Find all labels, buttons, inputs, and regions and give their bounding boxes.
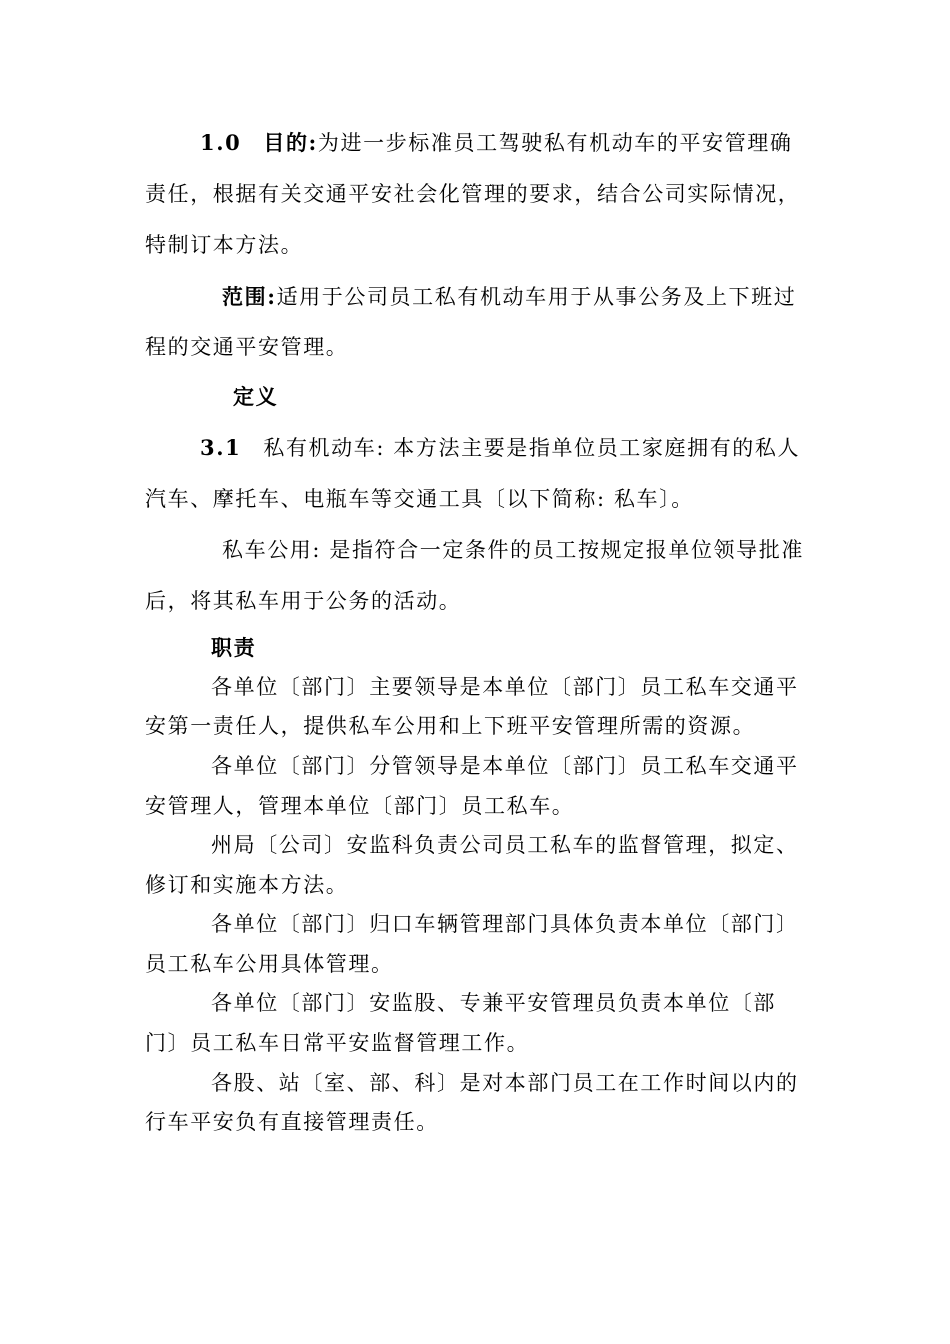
duty-4-line-2: 员工私车公用具体管理。	[145, 952, 394, 976]
definition-text: 私有机动车: 本方法主要是指单位员工家庭拥有的私人	[263, 436, 801, 460]
duty-5-line-1: 各单位〔部门〕安监股、专兼平安管理员负责本单位〔部	[211, 991, 776, 1015]
duty-1-line-1: 各单位〔部门〕主要领导是本单位〔部门〕员工私车交通平	[211, 675, 799, 699]
scope-label: 范围:	[222, 284, 277, 309]
purpose-label: 目的:	[263, 130, 318, 155]
definition-3-1-line-2: 汽车、摩托车、电瓶车等交通工具〔以下简称: 私车〕。	[145, 487, 694, 511]
scope-line-2: 程的交通平安管理。	[145, 335, 349, 359]
duty-3-line-1: 州局〔公司〕安监科负责公司员工私车的监督管理，拟定、	[211, 833, 799, 857]
section-number: 1.0	[200, 130, 242, 155]
duties-heading: 职责	[211, 635, 257, 660]
scope-text: 适用于公司员工私有机动车用于从事公务及上下班过	[276, 285, 797, 309]
duty-6-line-2: 行车平安负有直接管理责任。	[145, 1110, 439, 1134]
scope-line-1	[222, 283, 796, 311]
section-number: 3.1	[200, 435, 242, 460]
definition-3-2-line-1: 私车公用: 是指符合一定条件的员工按规定报单位领导批准	[222, 538, 804, 562]
purpose-line-2: 责任，根据有关交通平安社会化管理的要求，结合公司实际情况，	[145, 182, 801, 206]
duty-6-line-1: 各股、站〔室、部、科〕是对本部门员工在工作时间以内的	[211, 1071, 799, 1095]
duty-4-line-1: 各单位〔部门〕归口车辆管理部门具体负责本单位〔部门〕	[211, 912, 799, 936]
duty-3-line-2: 修订和实施本方法。	[145, 873, 349, 897]
purpose-line-1	[200, 129, 793, 157]
purpose-line-3: 特制订本方法。	[145, 233, 304, 257]
definition-heading: 定义	[233, 384, 279, 409]
duty-2-line-1: 各单位〔部门〕分管领导是本单位〔部门〕员工私车交通平	[211, 754, 799, 778]
duty-1-line-2: 安第一责任人，提供私车公用和上下班平安管理所需的资源。	[145, 714, 756, 738]
purpose-text: 为进一步标准员工驾驶私有机动车的平安管理确	[317, 131, 793, 155]
definition-3-1-line-1	[200, 434, 800, 462]
definition-3-2-line-2: 后，将其私车用于公务的活动。	[145, 589, 462, 613]
duty-2-line-2: 安管理人，管理本单位〔部门〕员工私车。	[145, 794, 575, 818]
duty-5-line-2: 门〕员工私车日常平安监督管理工作。	[145, 1031, 530, 1055]
